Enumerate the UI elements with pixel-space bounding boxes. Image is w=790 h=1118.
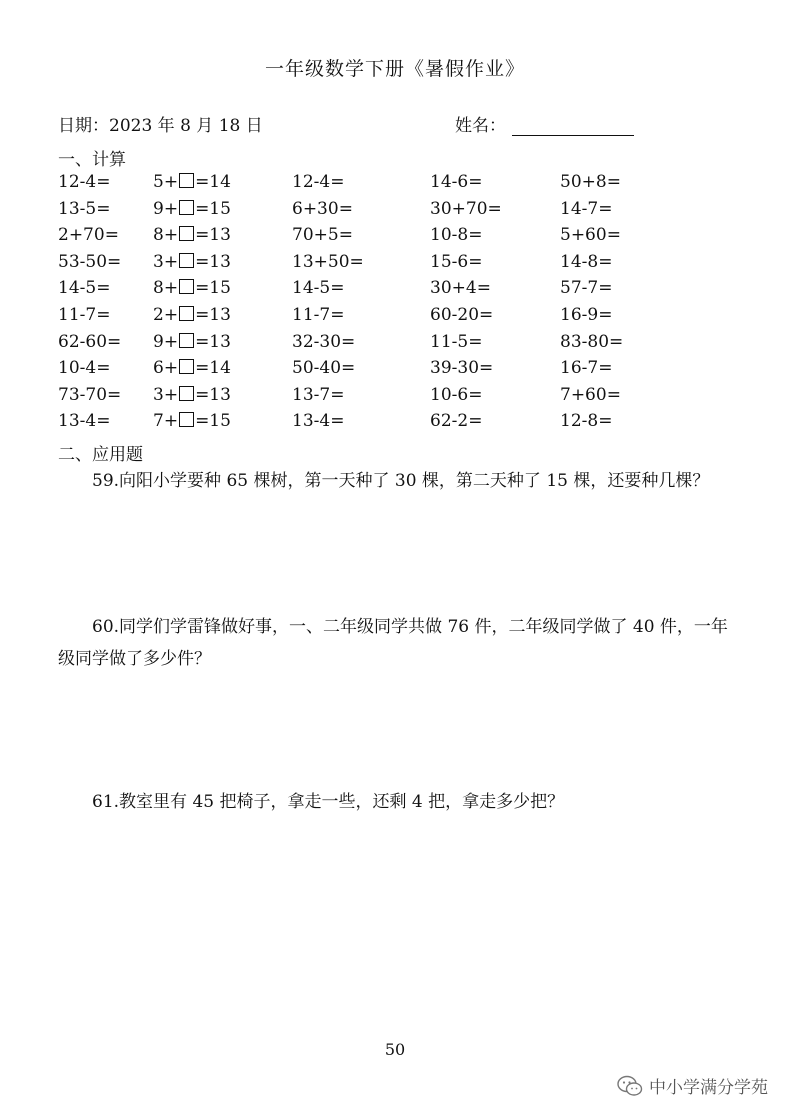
calc-item: 10-8= [430,225,483,246]
calc-item: 14-7= [560,198,613,219]
section-word-problems-heading: 二、应用题 [58,445,143,465]
calc-item: 11-7= [292,305,345,325]
calc-item: 13-7= [292,384,345,405]
answer-box[interactable] [179,173,194,188]
answer-box[interactable] [179,306,194,321]
calc-item: 12-4= [58,172,111,192]
calc-item: 13-4= [292,411,345,432]
calc-item: 12-4= [292,172,345,192]
word-problem-61: 61.教室里有 45 把椅子，拿走一些，还剩 4 把，拿走多少把？ [92,792,565,812]
calc-item: 11-5= [430,331,483,352]
calc-item: 16-7= [560,358,613,379]
calc-item: 2+ =13 [153,305,231,325]
calc-item: 39-30= [430,358,494,379]
calc-item: 83-80= [560,331,624,352]
answer-box[interactable] [179,226,194,241]
watermark-text: 中小学满分学苑 [649,1078,768,1098]
word-problem-60: 60.同学们学雷锋做好事，一、二年级同学共做 76 件，二年级同学做了 40 件，一年级同学做了多少件？ [58,617,728,669]
calc-item: 50-40= [292,358,356,379]
calc-item: 8+ =13 [153,225,231,246]
calc-item: 8+ =15 [153,278,231,299]
calc-item: 30+70= [430,198,502,219]
calc-item: 53-50= [58,251,122,272]
page-number: 50 [384,1040,406,1059]
calc-item: 5+60= [560,225,621,246]
calc-item: 10-4= [58,358,111,379]
answer-box[interactable] [179,359,194,374]
calc-item: 3+ =13 [153,384,231,405]
calc-item: 62-2= [430,411,483,432]
calc-item: 73-70= [58,384,122,405]
word-problem-59: 59.向阳小学要种 65 棵树，第一天种了 30 棵，第二天种了 15 棵，还要种几棵？ [92,471,710,491]
calc-item: 15-6= [430,251,483,272]
calc-item: 32-30= [292,331,356,352]
name-label: 姓名： [455,116,506,136]
calc-item: 16-9= [560,305,613,325]
page-title: 一年级数学下册《暑假作业》 [264,58,525,80]
calc-item: 30+4= [430,278,491,299]
answer-box[interactable] [179,200,194,215]
date-label: 日期：2023 年 8 月 18 日 [58,116,263,136]
calc-item: 13+50= [292,251,364,272]
calc-item: 13-5= [58,198,111,219]
name-blank-line[interactable] [512,117,634,136]
calc-item: 62-60= [58,331,122,352]
answer-box[interactable] [179,386,194,401]
calc-item: 9+ =13 [153,331,231,352]
calc-item: 60-20= [430,305,494,325]
calc-item: 13-4= [58,411,111,432]
wechat-icon [617,1075,643,1097]
answer-box[interactable] [179,253,194,268]
calc-item: 12-8= [560,411,613,432]
name-field [455,111,634,136]
calc-item: 14-5= [58,278,111,299]
calc-item: 2+70= [58,225,119,246]
watermark [617,1073,768,1098]
calc-item: 70+5= [292,225,353,246]
calc-item: 57-7= [560,278,613,299]
calc-item: 6+ =14 [153,358,231,379]
calc-item: 14-5= [292,278,345,299]
calc-item: 10-6= [430,384,483,405]
section-calc-heading: 一、计算 [58,150,126,170]
calc-item: 50+8= [560,172,621,192]
answer-box[interactable] [179,279,194,294]
calc-item: 5+ =14 [153,172,231,192]
answer-box[interactable] [179,412,194,427]
calc-item: 14-8= [560,251,613,272]
calc-item: 14-6= [430,172,483,192]
calc-item: 6+30= [292,198,353,219]
calc-item: 7+ =15 [153,411,231,432]
answer-box[interactable] [179,333,194,348]
calc-item: 11-7= [58,305,111,325]
calc-item: 7+60= [560,384,621,405]
calc-item: 9+ =15 [153,198,231,219]
calc-item: 3+ =13 [153,251,231,272]
